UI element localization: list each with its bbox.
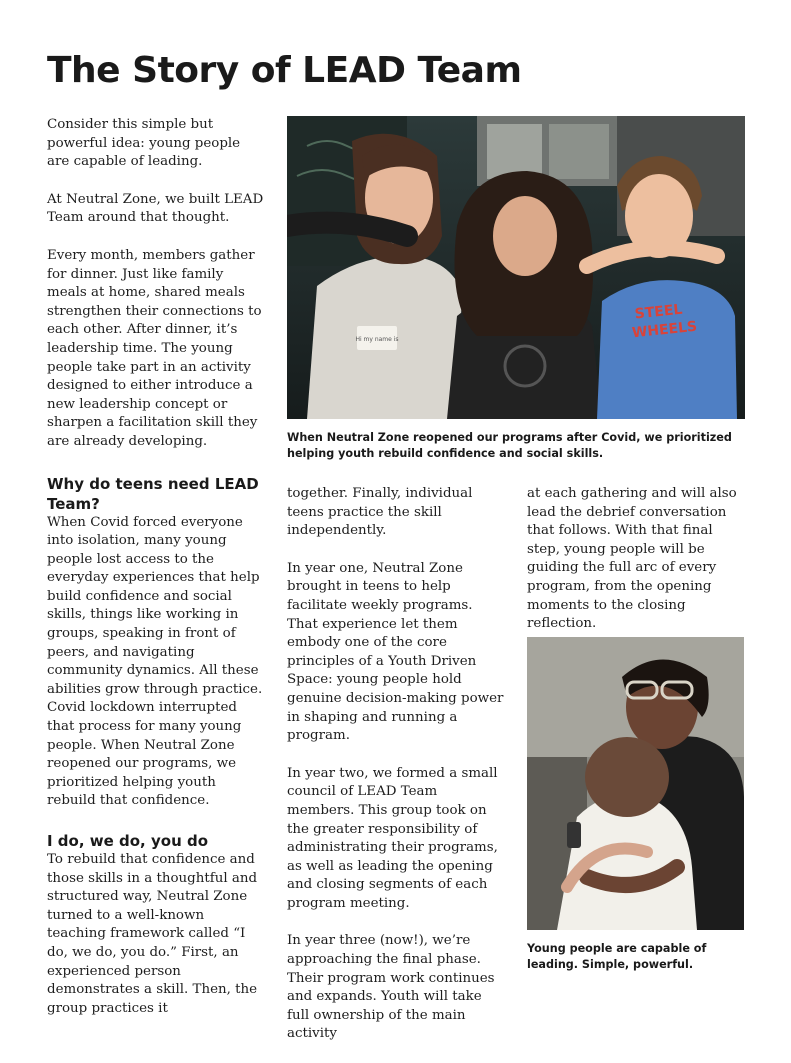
svg-text:WHEELS: WHEELS (631, 318, 698, 342)
year-three-paragraph-start: In year three (now!), we’re approaching the final phase. Their program work continues and expands. Youth will take full ownership of the main activity (287, 933, 495, 1042)
year-one-paragraph: In year one, Neutral Zone brought in teens to help facilitate weekly programs. That experience let them embody one of the core principles of a Youth Driven Space: young people hold genuine decision-making power in shaping and running a program. (287, 560, 504, 744)
photo-caption-bottom: Young people are capable of leading. Simple, powerful. (527, 942, 707, 971)
svg-text:STEEL: STEEL (634, 301, 684, 323)
teens-group-photo (287, 116, 745, 419)
section-i-do-body-start: To rebuild that confidence and those skills in a thoughtful and structured way, Neutral Zone turned to a well-known teaching framework called “I do, we do, you do.” First, an experienced person demonstrates a skill. Then, the group practices it (47, 852, 258, 1016)
hug-photo (527, 637, 744, 930)
year-three-paragraph-end: at each gathering and will also lead the debrief conversation that follows. With that final step, young people will be guiding the full arc of every program, from the opening moments to the closing reflection. (527, 486, 737, 632)
column-middle (287, 485, 507, 1063)
photo-caption-top: When Neutral Zone reopened our programs after Covid, we prioritized helping youth rebuild confidence and social skills. (287, 431, 732, 460)
name-tag-text: Hi my name is (355, 336, 399, 343)
intro-paragraph-3: Every month, members gather for dinner. Just like family meals at home, shared meals strengthen their connections to each other. After dinner, it’s leadership time. The young people take part in an activity designed to either introduce a new leadership concept or sharpen a facilitation skill they are already developing. (47, 247, 262, 449)
intro-paragraph-1: Consider this simple but powerful idea: young people are capable of leading. (47, 117, 241, 170)
year-two-paragraph: In year two, we formed a small council of LEAD Team members. This group took on the greater responsibility of administrating their programs, as well as leading the opening and closing segments of each program meeting. (287, 765, 498, 911)
page-title: The Story of LEAD Team (47, 50, 522, 91)
section-why-body: When Covid forced everyone into isolation, many young people lost access to the everyday experiences that help build confidence and social skills, things like working in groups, speaking in front of peers, and navigating community dynamics. All these abilities grow through practice. Covid lockdown interrupted that process for many young people. When Neutral Zone reopened our programs, we prioritized helping youth rebuild that confidence. (47, 514, 263, 809)
intro-paragraph-2: At Neutral Zone, we built LEAD Team around that thought. (47, 191, 264, 226)
section-heading-i-do: I do, we do, you do (47, 832, 209, 850)
column-right (527, 485, 743, 653)
section-heading-why: Why do teens need LEAD Team? (47, 474, 259, 513)
teens-group-illustration (287, 116, 745, 419)
section-i-do-body-cont: together. Finally, individual teens practice the skill independently. (287, 486, 473, 539)
column-left (47, 116, 265, 1037)
hug-illustration (527, 637, 744, 930)
